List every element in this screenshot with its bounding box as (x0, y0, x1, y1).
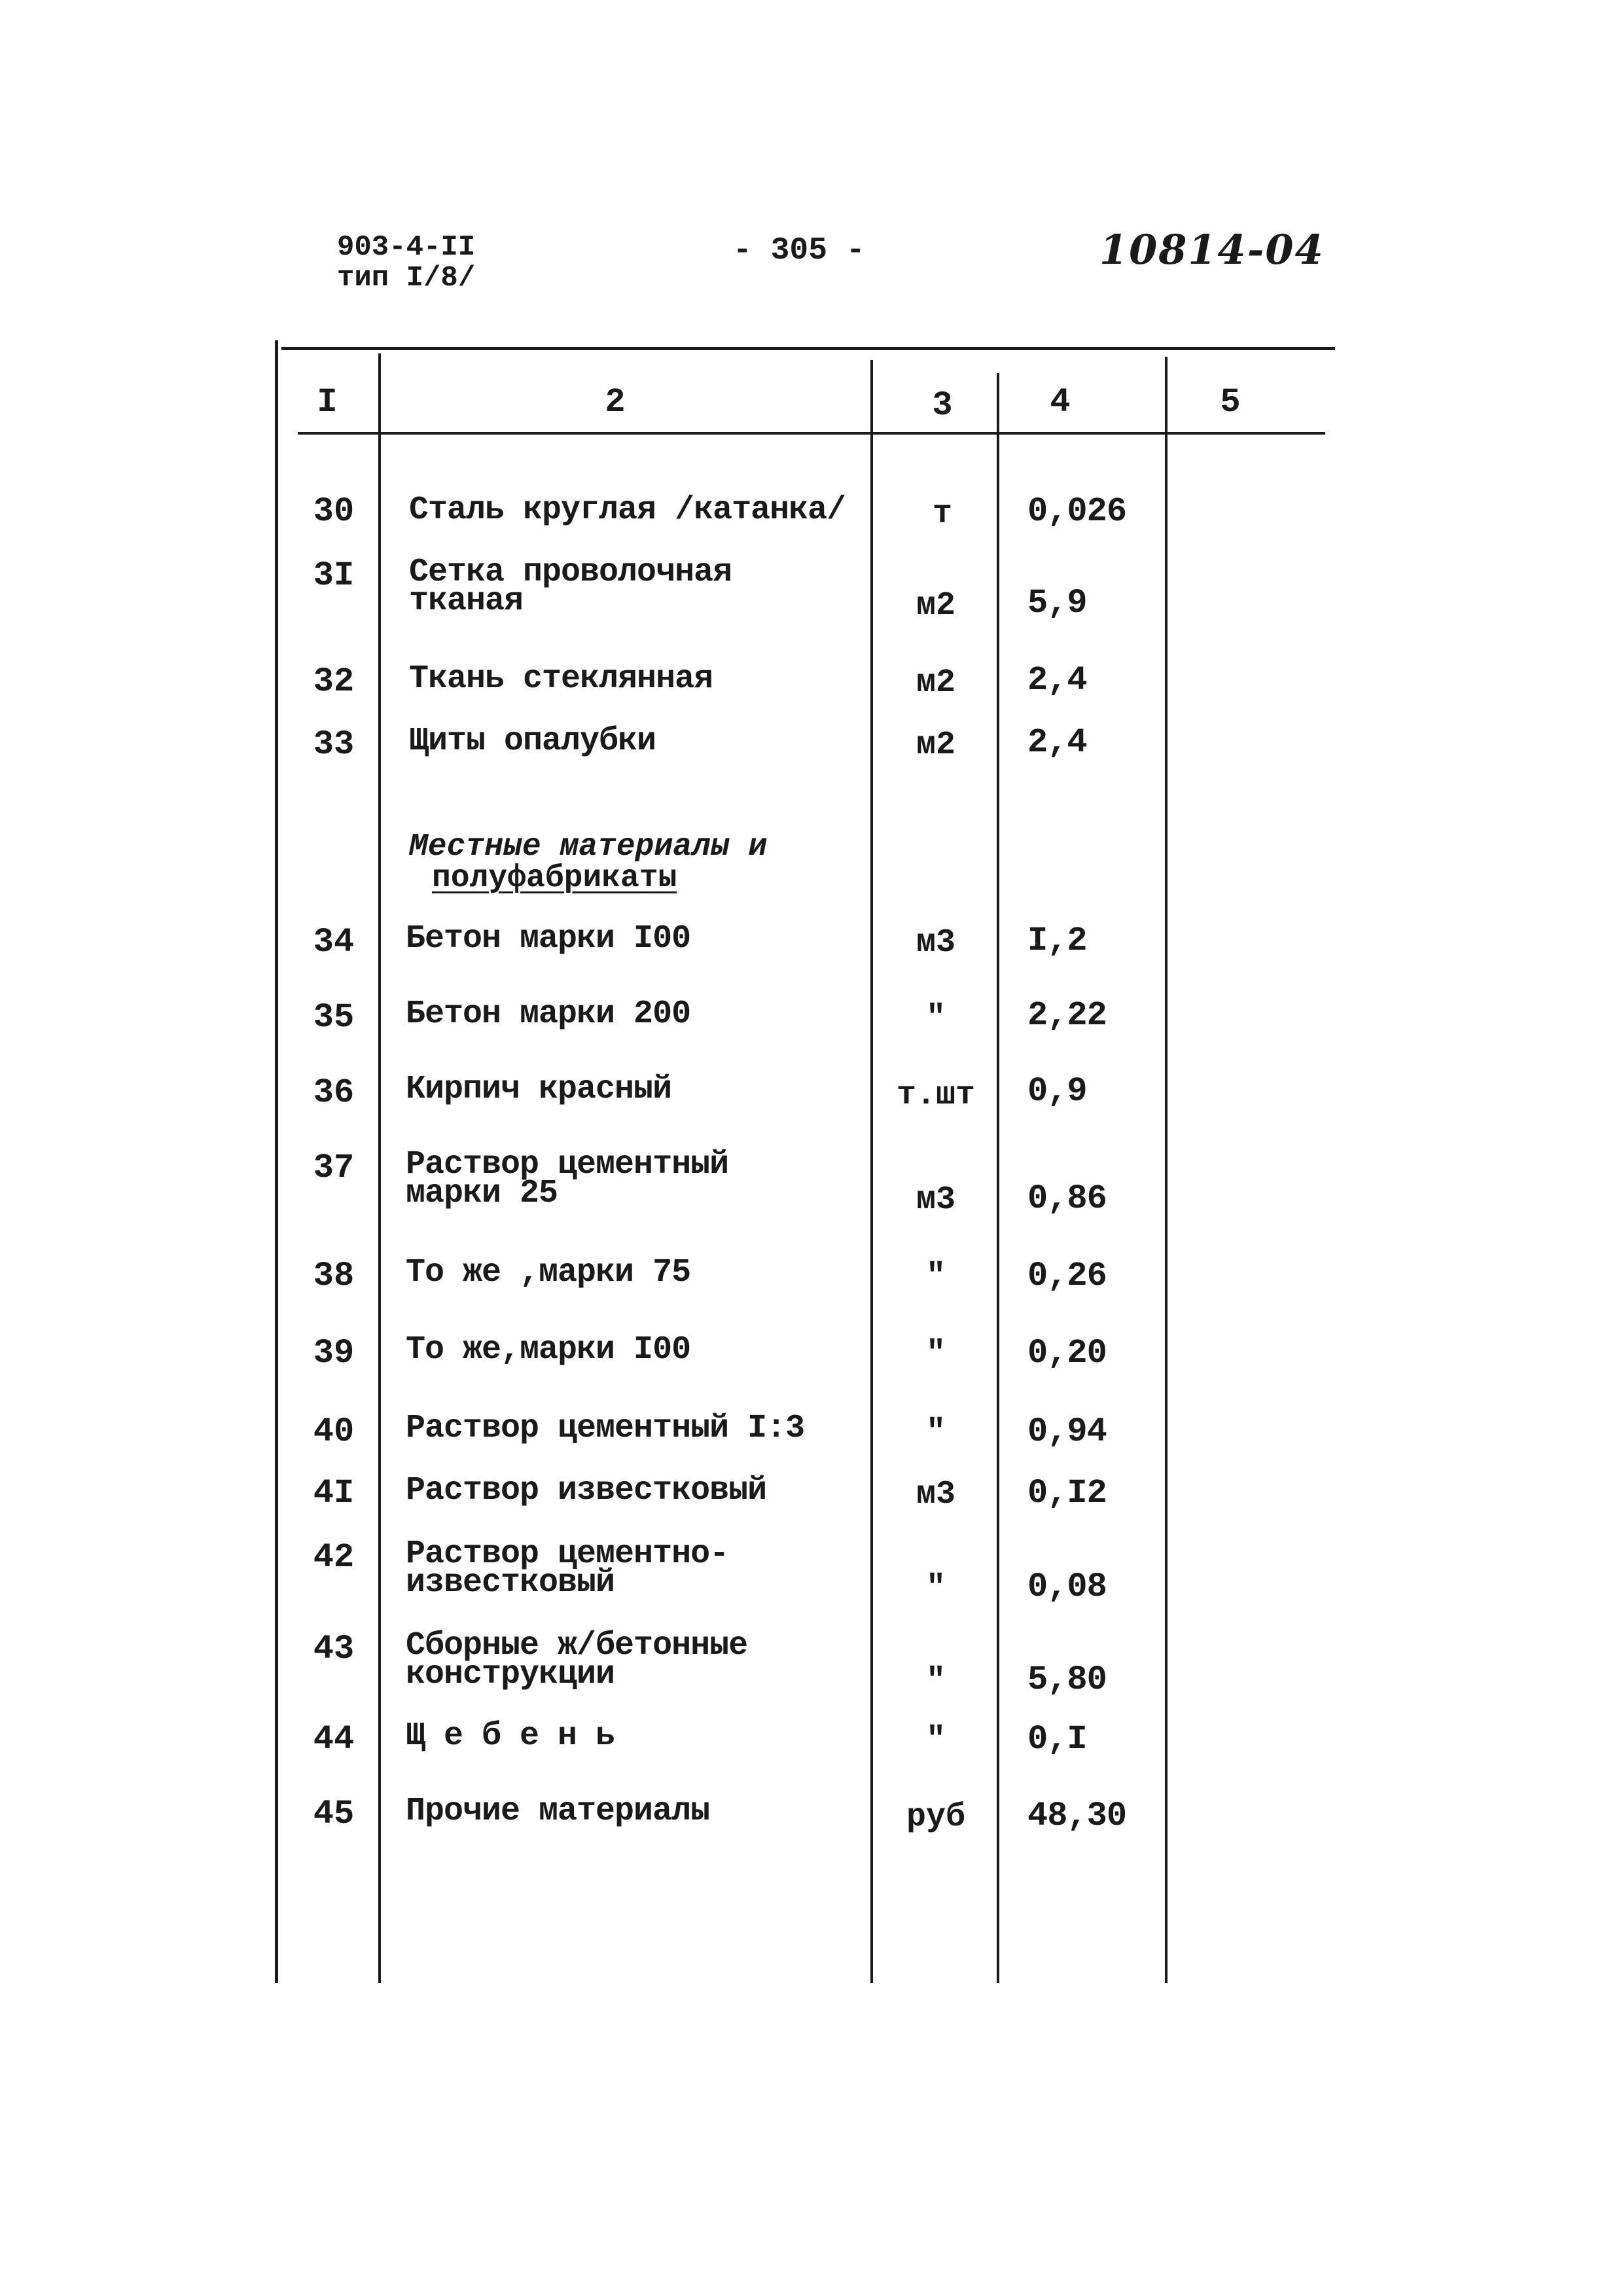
table-header-rule (298, 432, 1325, 435)
column-header-3: 3 (932, 386, 953, 425)
table-row-number: 44 (313, 1720, 355, 1759)
quantity-value: 2,22 (1027, 996, 1107, 1035)
table-row-number: 3I (313, 556, 355, 595)
unit-of-measure: " (925, 1570, 946, 1607)
unit-of-measure: м2 (916, 726, 955, 764)
quantity-value: 0,I2 (1027, 1474, 1107, 1513)
unit-of-measure: руб (906, 1799, 965, 1836)
table-row-number: 40 (313, 1412, 355, 1451)
column-header-4: 4 (1050, 383, 1071, 422)
material-name: Раствор цементный I:3 (406, 1410, 805, 1447)
quantity-value: 2,4 (1027, 661, 1087, 700)
material-name: Раствор цементно- (406, 1535, 729, 1573)
quantity-value: 2,4 (1027, 723, 1087, 762)
unit-of-measure: т.шт (896, 1077, 976, 1114)
quantity-value: 5,9 (1027, 584, 1087, 622)
quantity-value: 0,I (1027, 1720, 1087, 1759)
column-divider-1 (378, 353, 381, 1983)
table-top-rule (281, 347, 1335, 350)
unit-of-measure: " (925, 1414, 946, 1451)
unit-of-measure: м3 (916, 1476, 955, 1513)
material-name: Раствор известковый (406, 1472, 767, 1509)
table-row-number: 36 (313, 1073, 355, 1112)
quantity-value: 48,30 (1027, 1797, 1127, 1835)
unit-of-measure: м3 (916, 924, 955, 961)
material-name: Прочие материалы (406, 1793, 710, 1830)
quantity-value: 5,80 (1027, 1660, 1107, 1699)
handwritten-code: 10814-04 (1099, 226, 1325, 274)
unit-of-measure: " (925, 1335, 946, 1372)
material-name-continued: марки 25 (406, 1175, 558, 1212)
doc-type: тип I/8/ (337, 262, 476, 295)
table-row-number: 43 (313, 1630, 355, 1668)
material-name-continued: тканая (409, 583, 524, 620)
column-divider-2 (870, 360, 873, 1983)
table-left-rule (275, 340, 278, 1983)
column-divider-4 (1165, 357, 1168, 1983)
table-row-number: 39 (313, 1334, 355, 1372)
quantity-value: 0,20 (1027, 1334, 1107, 1372)
quantity-value: 0,86 (1027, 1179, 1107, 1218)
material-name: Кирпич красный (406, 1071, 672, 1108)
material-name-continued: известковый (406, 1564, 615, 1602)
table-row-number: 32 (313, 662, 355, 701)
material-name-continued: конструкции (406, 1656, 615, 1693)
section-heading-continued: полуфабрикаты (432, 861, 677, 896)
material-name: Бетон марки 200 (406, 996, 691, 1033)
unit-of-measure: т (932, 495, 952, 533)
unit-of-measure: " (925, 999, 946, 1037)
quantity-value: 0,26 (1027, 1257, 1107, 1295)
material-name: То же ,марки 75 (406, 1254, 691, 1291)
section-heading: Местные материалы и (409, 829, 768, 865)
unit-of-measure: м2 (916, 587, 955, 624)
material-name: Раствор цементный (406, 1146, 729, 1183)
material-name: Сборные ж/бетонные (406, 1627, 748, 1664)
material-name: То же,марки I00 (406, 1331, 691, 1369)
page-number: - 305 - (733, 233, 865, 268)
material-name: Сталь круглая /катанка/ (409, 492, 846, 529)
table-row-number: 30 (313, 492, 355, 531)
quantity-value: 0,94 (1027, 1412, 1107, 1451)
column-header-5: 5 (1220, 383, 1241, 422)
column-divider-3 (997, 373, 999, 1983)
quantity-value: I,2 (1027, 922, 1087, 960)
quantity-value: 0,08 (1027, 1568, 1107, 1606)
column-header-2: 2 (605, 383, 626, 422)
table-row-number: 42 (313, 1538, 355, 1577)
unit-of-measure: " (925, 1662, 946, 1700)
material-name: Щиты опалубки (409, 723, 656, 760)
table-row-number: 37 (313, 1149, 355, 1187)
unit-of-measure: " (925, 1258, 946, 1295)
unit-of-measure: " (925, 1721, 946, 1759)
table-row-number: 45 (313, 1795, 355, 1833)
table-row-number: 33 (313, 725, 355, 764)
table-row-number: 35 (313, 998, 355, 1037)
quantity-value: 0,9 (1027, 1072, 1087, 1111)
table-row-number: 34 (313, 923, 355, 961)
unit-of-measure: м3 (916, 1181, 955, 1219)
material-name: Сетка проволочная (409, 554, 732, 591)
material-name: Бетон марки I00 (406, 920, 691, 958)
table-row-number: 38 (313, 1257, 355, 1295)
column-header-1: I (317, 383, 338, 422)
material-name: Щ е б е н ь (406, 1717, 615, 1755)
unit-of-measure: м2 (916, 664, 955, 702)
quantity-value: 0,026 (1027, 492, 1127, 531)
doc-code: 903-4-II (337, 231, 476, 264)
table-row-number: 4I (313, 1474, 355, 1513)
material-name: Ткань стеклянная (409, 660, 713, 698)
